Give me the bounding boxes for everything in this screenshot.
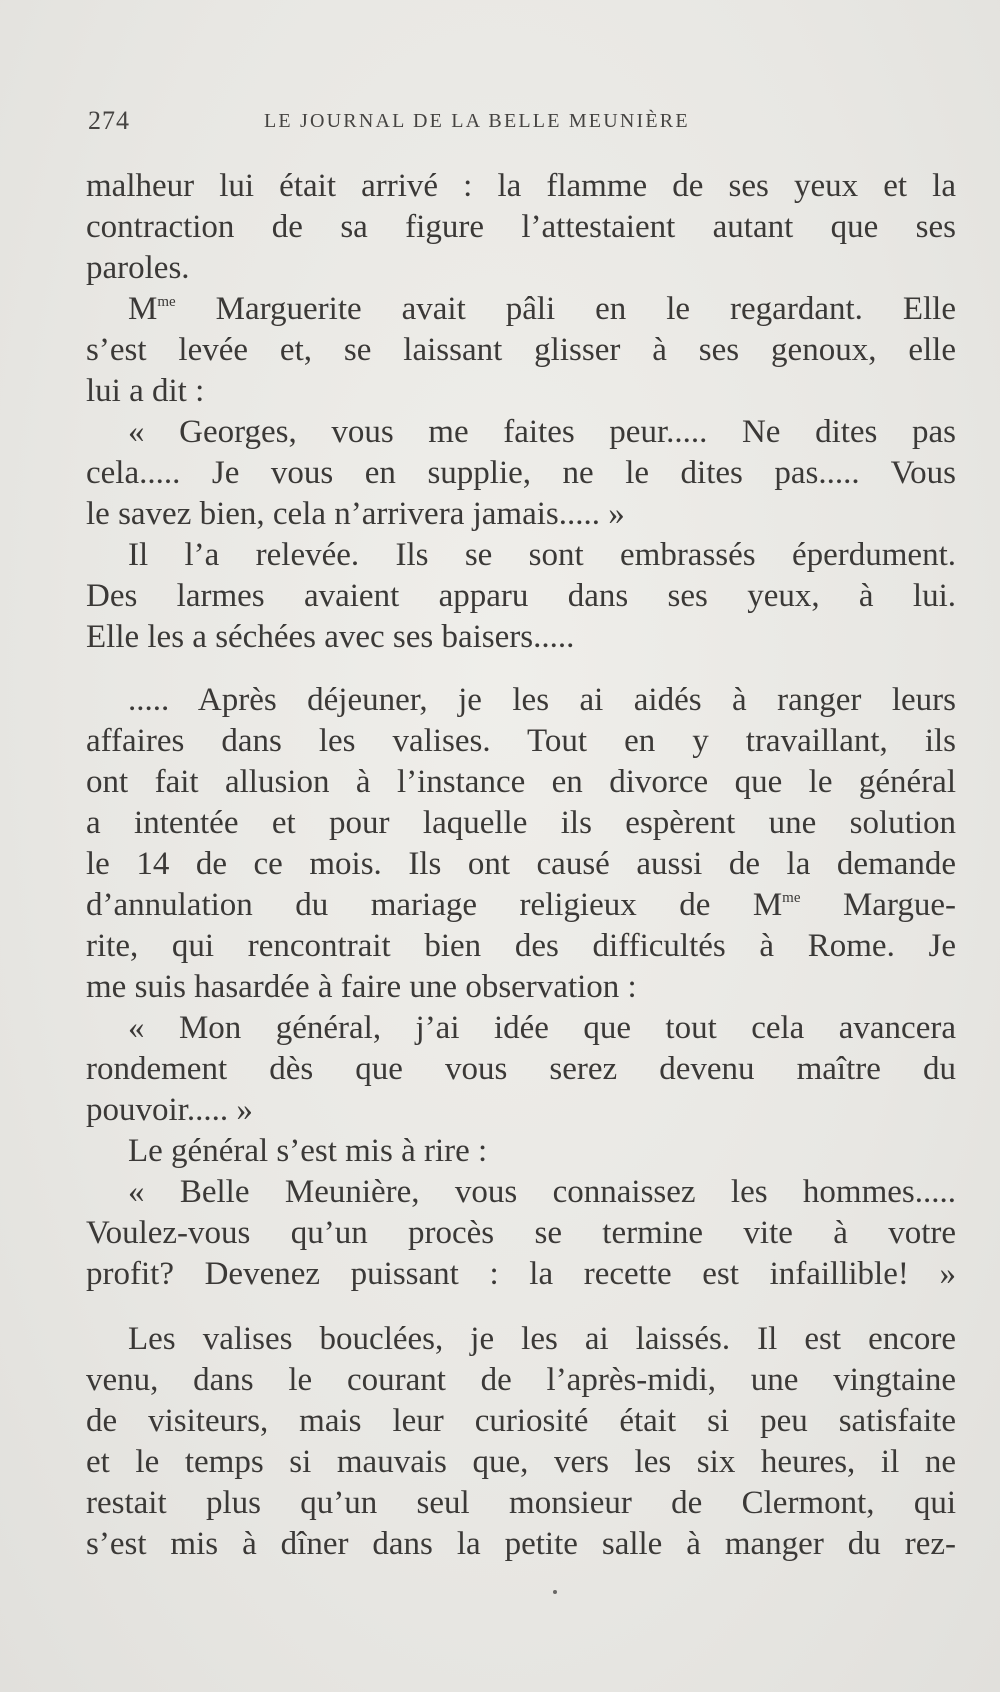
text-line: rite, qui rencontrait bien des difficultés à Rome. Je [86,928,956,964]
text-line: Il l’a relevée. Ils se sont embrassés éperdument. [128,537,956,573]
text-line: paroles. [86,250,190,286]
text-line: a intentée et pour laquelle ils espèrent une solution [86,805,956,841]
text-line: contraction de sa figure l’attestaient autant que ses [86,209,956,245]
text-line: Les valises bouclées, je les ai laissés. Il est encore [128,1321,956,1357]
printer-mark [553,1590,557,1594]
text-line: malheur lui était arrivé : la flamme de ses yeux et la [86,168,956,204]
text-line: « Georges, vous me faites peur..... Ne dites pas [128,414,956,450]
page-header [88,106,768,140]
text-line: le savez bien, cela n’arrivera jamais..... » [86,496,625,532]
text-line: me suis hasardée à faire une observation : [86,969,637,1005]
paragraph-gap [86,658,956,680]
text-line: lui a dit : [86,373,205,409]
text-line: « Mon général, j’ai idée que tout cela avancera [128,1010,956,1046]
superscript-me: me [157,294,176,310]
text-line: le 14 de ce mois. Ils ont causé aussi de la demande [86,846,956,882]
text-line: profit? Devenez puissant : la recette est infaillible! » [86,1256,956,1292]
superscript-me: me [782,890,801,906]
text-fragment: Margue- [800,887,956,923]
text-line: et le temps si mauvais que, vers les six heures, il ne [86,1444,956,1480]
text-fragment: d’annulation du mariage religieux de M [86,887,783,923]
text-line: ..... Après déjeuner, je les ai aidés à ranger leurs [128,682,956,718]
text-line [86,289,956,330]
running-head: LE JOURNAL DE LA BELLE MEUNIÈRE [264,110,690,132]
text-line: Elle les a séchées avec ses baisers..... [86,619,575,655]
text-line: ont fait allusion à l’instance en divorce que le général [86,764,956,800]
text-line: restait plus qu’un seul monsieur de Clermont, qui [86,1485,956,1521]
text-line: s’est levée et, se laissant glisser à ses genoux, elle [86,332,956,368]
text-line: de visiteurs, mais leur curiosité était si peu satisfaite [86,1403,956,1439]
text-line: Le général s’est mis à rire : [128,1133,488,1169]
text-line: Des larmes avaient apparu dans ses yeux, à lui. [86,578,956,614]
text-line [86,885,956,926]
text-line: s’est mis à dîner dans la petite salle à manger du rez- [86,1526,956,1562]
text-line: « Belle Meunière, vous connaissez les hommes..... [128,1174,956,1210]
text-line: cela..... Je vous en supplie, ne le dites pas..... Vous [86,455,956,491]
abbreviation-m: M [128,291,158,327]
text-fragment: Marguerite avait pâli en le regardant. Elle [175,291,956,327]
text-line: Voulez-vous qu’un procès se termine vite à votre [86,1215,956,1251]
paragraph-gap [86,1295,956,1319]
page-number: 274 [88,106,130,135]
text-line: rondement dès que vous serez devenu maître du [86,1051,956,1087]
body-text [86,166,956,1565]
text-line: venu, dans le courant de l’après-midi, une vingtaine [86,1362,956,1398]
text-line: pouvoir..... » [86,1092,253,1128]
text-line: affaires dans les valises. Tout en y travaillant, ils [86,723,956,759]
